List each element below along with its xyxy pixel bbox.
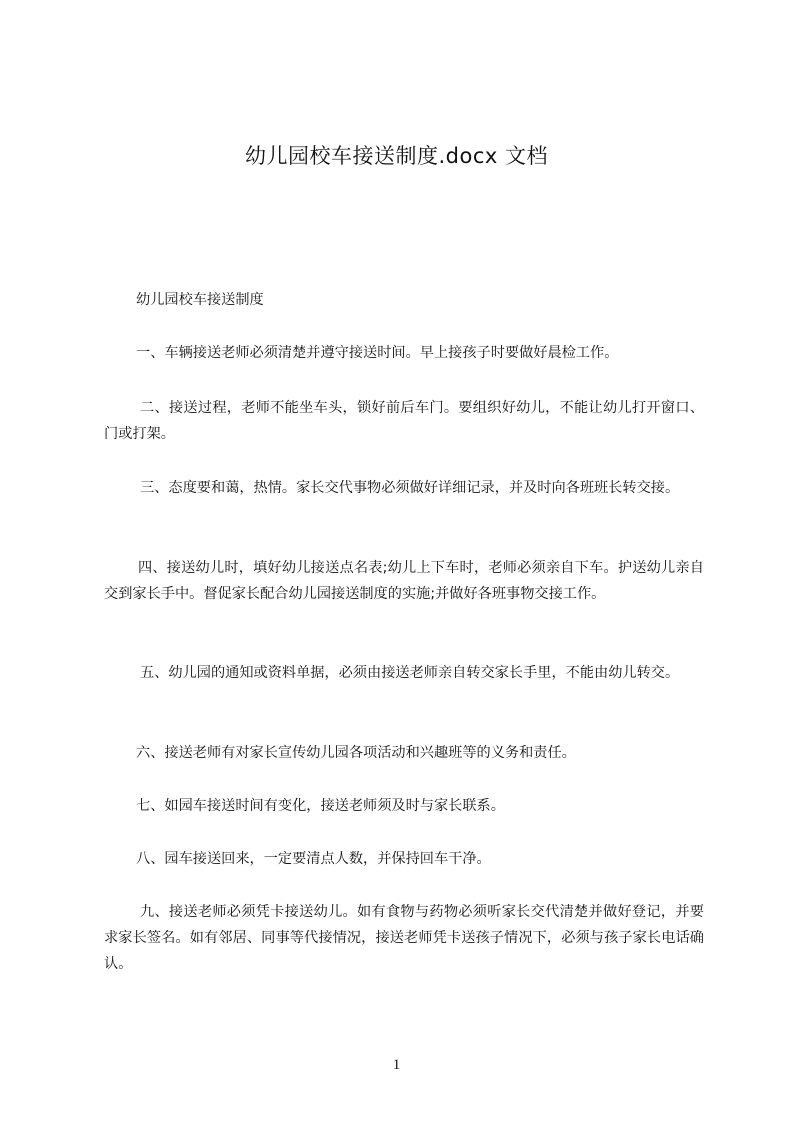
rule-paragraph-9: 九、接送老师必须凭卡接送幼儿。如有食物与药物必须听家长交代清楚并做好登记，并要求家长签名。如有邻居、同事等代接情况，接送老师凭卡送孩子情况下，必须与孩子家长电话确认。 — [104, 904, 704, 972]
rule-paragraph-8: 八、园车接送回来，一定要清点人数，并保持回车干净。 — [136, 851, 491, 867]
document-title: 幼儿园校车接送制度.docx 文档 — [244, 144, 548, 168]
rule-paragraph-5: 五、幼儿园的通知或资料单据，必须由接送老师亲自转交家长手里，不能由幼儿转交。 — [140, 665, 680, 681]
rule-paragraph-4: 四、接送幼儿时，填好幼儿接送点名表;幼儿上下车时，老师必须亲自下车。护送幼儿亲自交到家长手中。督促家长配合幼儿园接送制度的实施;并做好各班事物交接工作。 — [104, 560, 704, 602]
rule-paragraph-1: 一、车辆接送老师必须清楚并遵守接送时间。早上接孩子时要做好晨检工作。 — [136, 345, 619, 361]
document-subtitle: 幼儿园校车接送制度 — [136, 292, 264, 308]
rule-paragraph-7: 七、如园车接送时间有变化，接送老师须及时与家长联系。 — [136, 798, 505, 814]
rule-paragraph-6: 六、接送老师有对家长宣传幼儿园各项活动和兴趣班等的义务和责任。 — [136, 745, 576, 761]
page-number: 1 — [392, 1057, 401, 1073]
rule-paragraph-2: 二、接送过程，老师不能坐车头，锁好前后车门。要组织好幼儿，不能让幼儿打开窗口、门或打架。 — [104, 400, 704, 442]
rule-paragraph-3: 三、态度要和蔼，热情。家长交代事物必须做好详细记录，并及时向各班班长转交接。 — [140, 480, 680, 496]
